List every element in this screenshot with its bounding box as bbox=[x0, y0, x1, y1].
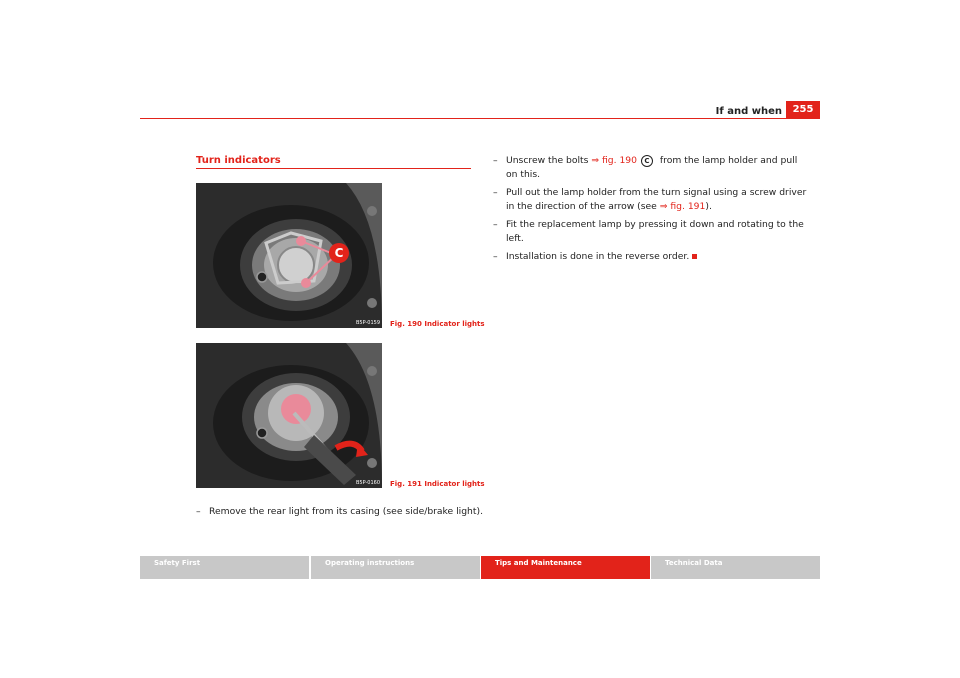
footer-tab-technical-data[interactable]: Technical Data bbox=[651, 556, 820, 579]
step-text: Pull out the lamp holder from the turn signal using a screw driver bbox=[506, 187, 807, 198]
callout-c-icon: C bbox=[641, 155, 653, 167]
step-text: Remove the rear light from its casing (see side/brake light). bbox=[209, 506, 483, 517]
step-text: on this. bbox=[506, 169, 541, 180]
step-text: Installation is done in the reverse order. bbox=[506, 251, 690, 262]
step-dash: – bbox=[493, 155, 498, 166]
figure-190-image bbox=[196, 183, 382, 328]
step-text: from the lamp holder and pull bbox=[657, 155, 798, 166]
callout-c-marker: C bbox=[334, 246, 344, 260]
footer-tab-safety-first[interactable]: Safety First bbox=[140, 556, 309, 579]
header-rule bbox=[140, 118, 820, 119]
page-number-badge: 255 bbox=[786, 101, 820, 118]
running-header-title: If and when bbox=[715, 106, 782, 117]
figure-191-caption: Fig. 191 Indicator lights bbox=[390, 480, 485, 488]
section-rule bbox=[196, 168, 471, 169]
step-text: Unscrew the bolts bbox=[506, 155, 592, 166]
step-text: left. bbox=[506, 233, 524, 244]
footer-tab-operating-instructions[interactable]: Operating instructions bbox=[311, 556, 480, 579]
footer-tab-tips-and-maintenance[interactable]: Tips and Maintenance bbox=[481, 556, 650, 579]
step-dash: – bbox=[493, 219, 498, 230]
step-dash: – bbox=[196, 506, 201, 517]
lamp-housing-illustration-191 bbox=[196, 343, 382, 488]
fig-190-link[interactable]: ⇒ fig. 190 bbox=[591, 155, 637, 166]
lamp-housing-illustration-190 bbox=[196, 183, 382, 328]
step-text: Fit the replacement lamp by pressing it down and rotating to the bbox=[506, 219, 804, 230]
fig-191-link[interactable]: ⇒ fig. 191 bbox=[659, 201, 706, 212]
figure-191-image bbox=[196, 343, 382, 488]
section-title: Turn indicators bbox=[196, 155, 281, 166]
step-text: ). bbox=[705, 201, 712, 212]
figure-190-caption: Fig. 190 Indicator lights bbox=[390, 320, 485, 328]
end-of-section-icon bbox=[692, 254, 697, 259]
step-dash: – bbox=[493, 251, 498, 262]
figure-190-code: B5P-0159 bbox=[355, 320, 381, 326]
step-dash: – bbox=[493, 187, 498, 198]
figure-191-code: B5P-0160 bbox=[355, 480, 381, 486]
step-text: in the direction of the arrow (see bbox=[506, 201, 660, 212]
